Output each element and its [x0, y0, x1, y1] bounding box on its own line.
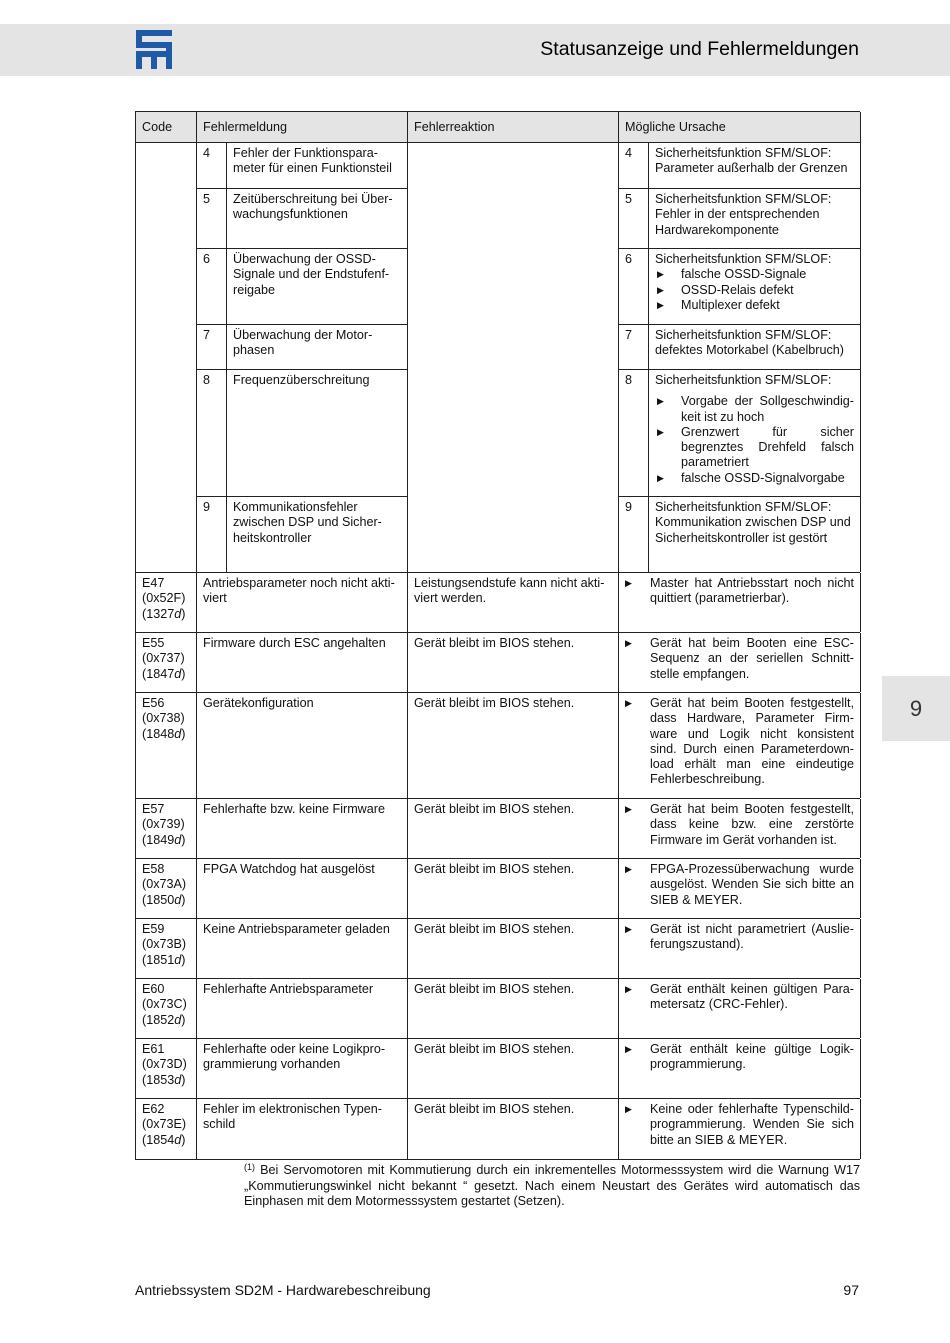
reaction-cell: Leistungsendstufe kann nicht akti-viert werden.	[408, 573, 619, 632]
decimal-suffix: d	[174, 606, 182, 621]
sub-message: Überwachung der Motor-phasen	[233, 328, 373, 358]
sub-cause	[649, 370, 860, 496]
cause-text: Gerät enthält keine gültige Logik-programmierung.	[650, 1042, 854, 1072]
error-code: E60	[142, 982, 165, 996]
cause-bullet	[655, 394, 854, 425]
error-code-dec: (1327d)	[142, 606, 186, 621]
sub-code: 8	[619, 370, 649, 496]
bullet-arrow-icon: ▶	[625, 1104, 632, 1114]
sub-cause	[649, 143, 860, 188]
sub-cause-row	[619, 249, 860, 325]
table-row	[136, 859, 860, 919]
cause-cell	[619, 919, 861, 978]
sub-code: 7	[619, 325, 649, 369]
table-row	[136, 799, 860, 859]
code-cell-empty	[136, 143, 197, 572]
cause-heading: Sicherheitsfunktion SFM/SLOF:	[655, 373, 832, 387]
sub-code: 7	[197, 325, 227, 369]
reaction-cell: Gerät bleibt im BIOS stehen.	[408, 919, 619, 978]
sub-message-row	[197, 497, 407, 572]
bullet-arrow-icon: ▶	[625, 804, 632, 814]
message-cell: Keine Antriebsparameter geladen	[197, 919, 408, 978]
code-cell	[136, 919, 197, 978]
sub-message: Überwachung der OSSD-Signale und der Endstufenf-reigabe	[233, 252, 390, 297]
bullet-arrow-icon: ▶	[625, 638, 632, 648]
message-cell: Fehlerhafte Antriebsparameter	[197, 979, 408, 1038]
error-code-dec: (1852d)	[142, 1012, 186, 1027]
reaction-cell: Gerät bleibt im BIOS stehen.	[408, 633, 619, 692]
error-code-hex: (0x73E)	[142, 1117, 187, 1132]
reaction-cell: Gerät bleibt im BIOS stehen.	[408, 693, 619, 798]
error-code-dec: (1849d)	[142, 832, 186, 847]
code-cell	[136, 693, 197, 798]
cause-bullet	[655, 425, 854, 471]
code-cell	[136, 799, 197, 858]
footer-doc-name: Antriebssystem SD2M - Hardwarebeschreibung	[135, 1282, 431, 1298]
sub-message-row	[197, 143, 407, 189]
sub-cause-row	[619, 370, 860, 497]
message-cell: Fehlerhafte bzw. keine Firmware	[197, 799, 408, 858]
sub-cause-row	[619, 497, 860, 572]
table-row	[136, 1099, 860, 1160]
cause-item	[619, 799, 860, 848]
code-cell	[136, 633, 197, 692]
sub-code: 9	[619, 497, 649, 572]
message-cell: Fehlerhafte oder keine Logikpro-grammierung vorhanden	[197, 1039, 408, 1098]
reaction-cell: Gerät bleibt im BIOS stehen.	[408, 979, 619, 1038]
bullet-arrow-icon: ▶	[625, 698, 632, 708]
reaction-cell: Gerät bleibt im BIOS stehen.	[408, 1039, 619, 1098]
footnote	[244, 1163, 860, 1210]
error-code-hex: (0x737)	[142, 651, 185, 666]
bullet-arrow-icon: ▶	[625, 924, 632, 934]
cause-bullet	[655, 298, 854, 313]
bullet-arrow-icon: ▶	[625, 1044, 632, 1054]
reaction-cell-empty	[408, 143, 619, 572]
sub-code: 8	[197, 370, 227, 496]
bullet-arrow-icon: ▶	[657, 472, 664, 483]
error-code: E61	[142, 1042, 165, 1056]
sub-message-row	[197, 325, 407, 370]
sub-code: 5	[619, 189, 649, 248]
bullet-text: Vorgabe der Sollgeschwindig-keit ist zu hoch	[681, 394, 854, 424]
column-header: Mögliche Ursache	[619, 112, 861, 143]
table-row-continued	[136, 143, 860, 573]
sub-cause-row	[619, 189, 860, 249]
cause-bullet	[655, 471, 854, 486]
table-row	[136, 1039, 860, 1099]
cause-text: FPGA-Prozessüberwachung wurde ausgelöst. Wenden Sie sich bitte an SIEB & MEYER.	[650, 862, 854, 907]
table-row	[136, 979, 860, 1039]
bullet-text: falsche OSSD-Signalvorgabe	[681, 470, 845, 485]
bullet-text: Grenzwert für sicher begrenztes Drehfeld falsch parametriert	[681, 424, 854, 470]
error-code-dec: (1853d)	[142, 1072, 186, 1087]
sub-code: 6	[197, 249, 227, 324]
decimal-suffix: d	[174, 726, 182, 741]
sub-message: Fehler der Funktionspara-meter für einen Funktionsteil	[233, 146, 392, 176]
reaction-cell: Gerät bleibt im BIOS stehen.	[408, 799, 619, 858]
bullet-arrow-icon: ▶	[625, 578, 632, 588]
sub-causes	[619, 143, 861, 572]
cause-item	[619, 573, 860, 607]
cause-text: Gerät ist nicht parametriert (Auslie-ferungszustand).	[650, 922, 854, 952]
footnote-marker: (1)	[244, 1162, 255, 1172]
sub-message-row	[197, 370, 407, 497]
chapter-tab: 9	[882, 676, 950, 741]
cause-bullet	[655, 267, 854, 282]
bullet-arrow-icon: ▶	[625, 864, 632, 874]
sub-code: 4	[197, 143, 227, 188]
code-cell	[136, 573, 197, 632]
cause-item	[619, 693, 860, 788]
column-header: Code	[136, 112, 197, 143]
sub-message-row	[197, 249, 407, 325]
cause-text: Keine oder fehlerhafte Typenschild-programmierung. Wenden Sie sich bitte an SIEB & MEYER.	[650, 1102, 854, 1147]
bullet-arrow-icon: ▶	[657, 299, 664, 310]
error-code-dec: (1851d)	[142, 952, 186, 967]
cause-text: Master hat Antriebsstart noch nicht quittiert (parametrierbar).	[650, 576, 854, 606]
reaction-cell: Gerät bleibt im BIOS stehen.	[408, 859, 619, 918]
cause-heading: Sicherheitsfunktion SFM/SLOF: Parameter außerhalb der Grenzen	[655, 146, 848, 176]
cause-item	[619, 859, 860, 908]
sub-messages	[197, 143, 408, 572]
column-header: Fehlerreaktion	[408, 112, 619, 143]
error-code-hex: (0x739)	[142, 817, 185, 832]
decimal-suffix: d	[174, 892, 182, 907]
bullet-arrow-icon: ▶	[657, 284, 664, 295]
error-code: E57	[142, 802, 165, 816]
cause-item	[619, 1099, 860, 1148]
cause-heading: Sicherheitsfunktion SFM/SLOF: Fehler in der entsprechenden Hardwarekomponente	[655, 192, 832, 237]
cause-text: Gerät hat beim Booten festgestellt, dass keine bzw. eine zerstörte Firmware im Gerät vorhanden ist.	[650, 802, 854, 847]
sub-code: 5	[197, 189, 227, 248]
message-cell: Firmware durch ESC angehalten	[197, 633, 408, 692]
bullet-arrow-icon: ▶	[657, 426, 664, 437]
cause-cell	[619, 693, 861, 798]
decimal-suffix: d	[174, 1012, 182, 1027]
cause-cell	[619, 573, 861, 632]
decimal-suffix: d	[174, 1132, 182, 1147]
message-cell: Gerätekonfiguration	[197, 693, 408, 798]
sub-cause	[649, 497, 860, 572]
error-code-hex: (0x73A)	[142, 877, 187, 892]
cause-item	[619, 633, 860, 682]
error-code: E47	[142, 576, 165, 590]
code-cell	[136, 1039, 197, 1098]
error-code-dec: (1854d)	[142, 1132, 186, 1147]
cause-item	[619, 979, 860, 1013]
decimal-suffix: d	[174, 666, 182, 681]
column-header: Fehlermeldung	[197, 112, 408, 143]
table-row	[136, 693, 860, 799]
cause-text: Gerät hat beim Booten festgestellt, dass Hardware, Parameter Firm-ware und Logik nicht konsistent sind. Durch einen Parameterdown-load erhält man eine eindeutige Fehlerbeschreibung.	[650, 696, 854, 787]
error-code-dec: (1847d)	[142, 666, 186, 681]
cause-heading: Sicherheitsfunktion SFM/SLOF: Kommunikation zwischen DSP und Sicherheitskontroller ist gestört	[655, 500, 851, 545]
cause-cell	[619, 633, 861, 692]
cause-bullet	[655, 283, 854, 298]
page-title: Statusanzeige und Fehlermeldungen	[540, 38, 859, 60]
cause-text: Gerät hat beim Booten eine ESC-Sequenz an der seriellen Schnitt-stelle empfangen.	[650, 636, 854, 681]
cause-heading: Sicherheitsfunktion SFM/SLOF: defektes Motorkabel (Kabelbruch)	[655, 328, 845, 358]
cause-heading: Sicherheitsfunktion SFM/SLOF:	[655, 252, 832, 266]
error-code-hex: (0x52F)	[142, 591, 186, 606]
bullet-arrow-icon: ▶	[625, 984, 632, 994]
cause-item	[619, 1039, 860, 1073]
cause-cell	[619, 799, 861, 858]
reaction-cell: Gerät bleibt im BIOS stehen.	[408, 1099, 619, 1159]
sub-cause	[649, 249, 860, 324]
sub-message-row	[197, 189, 407, 249]
cause-cell	[619, 1039, 861, 1098]
message-cell: Antriebsparameter noch nicht akti-viert	[197, 573, 408, 632]
message-cell: Fehler im elektronischen Typen-schild	[197, 1099, 408, 1159]
error-code: E62	[142, 1102, 165, 1116]
code-cell	[136, 979, 197, 1038]
sub-code: 9	[197, 497, 227, 572]
error-code-hex: (0x738)	[142, 711, 185, 726]
cause-cell	[619, 859, 861, 918]
code-cell	[136, 1099, 197, 1159]
decimal-suffix: d	[174, 952, 182, 967]
error-code-hex: (0x73D)	[142, 1057, 187, 1072]
code-cell	[136, 859, 197, 918]
bullet-text: OSSD-Relais defekt	[681, 282, 794, 297]
page-number: 97	[843, 1282, 859, 1298]
error-code: E59	[142, 922, 165, 936]
error-table	[135, 111, 860, 1160]
table-row	[136, 633, 860, 693]
error-code: E56	[142, 696, 165, 710]
decimal-suffix: d	[174, 832, 182, 847]
sub-code: 4	[619, 143, 649, 188]
table-row	[136, 573, 860, 633]
bullet-arrow-icon: ▶	[657, 269, 664, 280]
bullet-text: Multiplexer defekt	[681, 297, 780, 312]
sub-message: Kommunikationsfehler zwischen DSP und Sicher-heitskontroller	[233, 500, 382, 545]
sub-message: Zeitüberschreitung bei Über-wachungsfunktionen	[233, 192, 393, 222]
message-cell: FPGA Watchdog hat ausgelöst	[197, 859, 408, 918]
sub-cause	[649, 189, 860, 248]
cause-cell	[619, 1099, 861, 1159]
cause-cell	[619, 979, 861, 1038]
error-code-hex: (0x73B)	[142, 937, 187, 952]
bullet-arrow-icon: ▶	[657, 396, 664, 407]
company-logo	[136, 30, 172, 69]
sub-message: Frequenzüberschreitung	[233, 373, 370, 387]
decimal-suffix: d	[174, 1072, 182, 1087]
error-code-dec: (1848d)	[142, 726, 186, 741]
cause-item	[619, 919, 860, 953]
error-code: E58	[142, 862, 165, 876]
table-header-row	[136, 112, 860, 143]
footnote-text: Bei Servomotoren mit Kommutierung durch ein inkrementelles Motormesssystem wird die Warnung W17 „Kommutierungswinkel nicht bekannt “ gesetzt. Nach einem Neustart des Gerätes wird automatisch das Einphasen mit dem Motormesssystem gestartet (Setzen).	[244, 1163, 860, 1208]
bullet-text: falsche OSSD-Signale	[681, 267, 807, 282]
table-row	[136, 919, 860, 979]
sub-cause-row	[619, 143, 860, 189]
error-code-hex: (0x73C)	[142, 997, 187, 1012]
sub-cause-row	[619, 325, 860, 370]
error-code: E55	[142, 636, 165, 650]
sub-code: 6	[619, 249, 649, 324]
cause-text: Gerät enthält keinen gültigen Para-metersatz (CRC-Fehler).	[650, 982, 854, 1012]
error-code-dec: (1850d)	[142, 892, 186, 907]
sub-cause	[649, 325, 860, 369]
